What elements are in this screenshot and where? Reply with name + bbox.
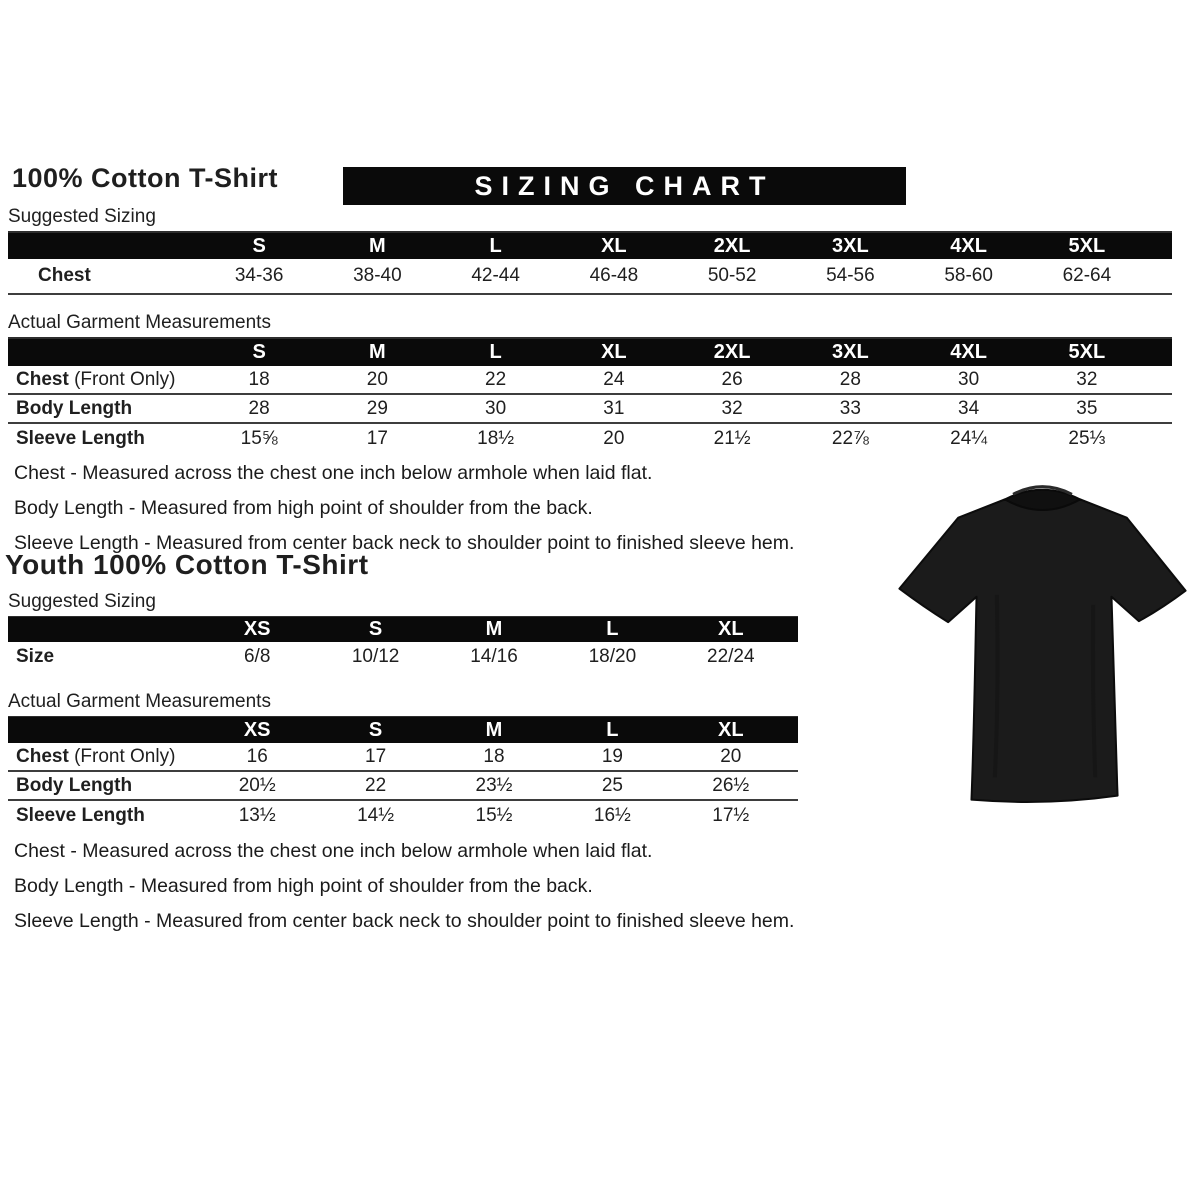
col-header: 2XL (713, 341, 751, 363)
col-header: XL (601, 234, 627, 257)
row-label-bold: Chest (16, 745, 69, 767)
row-label-bold: Body Length (16, 774, 133, 796)
youth-suggested-table (8, 617, 798, 671)
cell: 25 (601, 774, 623, 796)
youth-actual-header-row (8, 717, 798, 743)
col-header: 5XL (1068, 341, 1106, 363)
cell: 34 (958, 397, 980, 419)
table-row (8, 743, 798, 772)
row-label (8, 746, 198, 768)
table-row (8, 772, 798, 801)
cell: 18 (248, 368, 270, 390)
note-line: Body Length - Measured from high point of shoulder from the back. (14, 497, 593, 519)
col-header: XL (718, 718, 744, 741)
row-label: Chest (38, 265, 91, 286)
row-label-bold: Body Length (16, 397, 133, 419)
sizing-chart-banner-label: SIZING CHART (474, 170, 775, 201)
cell: 15⅝ (240, 427, 278, 449)
col-header: XL (601, 341, 627, 363)
cell: 18½ (477, 427, 515, 449)
cell: 22/24 (707, 645, 755, 667)
row-label-rest: (Front Only) (68, 745, 176, 767)
cell: 10/12 (351, 645, 400, 667)
cell: 58-60 (944, 265, 993, 286)
cell: 42-44 (471, 265, 520, 286)
col-header: L (489, 234, 502, 257)
cell: 16½ (593, 804, 631, 826)
cell: 17 (366, 427, 388, 449)
table-row (8, 642, 798, 671)
youth-actual-measurements-label: Actual Garment Measurements (8, 691, 798, 718)
adult-suggested-table (8, 233, 1172, 295)
cell: 15½ (475, 804, 513, 826)
col-header: M (485, 618, 503, 640)
table-row (8, 424, 1172, 453)
adult-suggested-header-row (8, 233, 1172, 259)
col-header: M (369, 341, 386, 363)
cell: 31 (603, 397, 625, 419)
note-line: Sleeve Length - Measured from center back neck to shoulder point to finished sleeve hem. (14, 910, 795, 932)
row-label (8, 775, 198, 797)
cell: 26 (721, 368, 743, 390)
row-label-bold: Sleeve Length (16, 427, 145, 449)
col-header: M (369, 234, 386, 257)
adult-suggested-sizing-label: Suggested Sizing (8, 206, 1172, 233)
cell: 20 (720, 745, 742, 767)
adult-section-title: 100% Cotton T-Shirt (12, 163, 279, 193)
col-header: L (489, 341, 502, 363)
row-label-rest: (Front Only) (68, 368, 176, 390)
note-line: Sleeve Length - Measured from center back neck to shoulder point to finished sleeve hem. (14, 532, 795, 554)
col-header: XS (243, 618, 271, 640)
row-label (8, 398, 200, 420)
row-label-bold: Sleeve Length (16, 804, 145, 826)
cell: 19 (601, 745, 623, 767)
cell: 24 (603, 368, 625, 390)
cell: 22⅞ (831, 427, 869, 449)
col-header: 4XL (950, 234, 987, 257)
cell: 46-48 (589, 265, 639, 286)
cell: 32 (1076, 368, 1098, 390)
adult-actual-table (8, 339, 1172, 453)
cell: 32 (721, 397, 743, 419)
col-header: S (368, 718, 383, 741)
cell: 33 (839, 397, 861, 419)
row-label (8, 428, 200, 450)
col-header: M (485, 718, 503, 741)
cell: 17½ (712, 804, 750, 826)
table-row (8, 801, 798, 830)
col-header: 3XL (832, 341, 869, 363)
cell: 24¼ (950, 427, 988, 449)
col-header: 5XL (1068, 234, 1106, 257)
col-header: 3XL (832, 234, 869, 257)
cell: 20 (366, 368, 388, 390)
cell: 28 (248, 397, 270, 419)
cell: 13½ (238, 804, 276, 826)
cell: 30 (958, 368, 980, 390)
cell: 21½ (713, 427, 751, 449)
cell: 6/8 (243, 645, 271, 667)
col-header: XS (243, 718, 271, 741)
table-row (8, 259, 1172, 295)
cell: 17 (365, 745, 387, 767)
cell: 28 (839, 368, 861, 390)
col-header: S (252, 234, 266, 257)
col-header: 2XL (713, 234, 751, 257)
note-line: Chest - Measured across the chest one inch below armhole when laid flat. (14, 840, 653, 862)
adult-actual-measurements-label: Actual Garment Measurements (8, 312, 1172, 339)
tshirt-graphic (885, 473, 1200, 823)
col-header: 4XL (950, 341, 987, 363)
cell: 54-56 (826, 265, 875, 286)
cell: 50-52 (707, 265, 757, 286)
row-label-bold: Chest (16, 368, 69, 390)
cell: 20 (603, 427, 625, 449)
row-label (8, 805, 198, 827)
youth-actual-table (8, 717, 798, 830)
cell: 14/16 (470, 645, 518, 667)
col-header: XL (718, 618, 744, 640)
col-header: S (252, 341, 266, 363)
table-row (8, 395, 1172, 424)
cell: 34-36 (234, 265, 284, 286)
cell: 30 (485, 397, 507, 419)
cell: 26½ (712, 774, 750, 796)
cell: 22 (485, 368, 507, 390)
row-label (8, 369, 200, 391)
cell: 18 (483, 745, 505, 767)
cell: 14½ (357, 804, 395, 826)
cell: 35 (1076, 397, 1098, 419)
cell: 38-40 (353, 265, 402, 286)
col-header: L (606, 718, 619, 741)
row-label: Size (16, 645, 55, 667)
youth-suggested-sizing-label: Suggested Sizing (8, 591, 798, 618)
cell: 29 (366, 397, 388, 419)
cell: 22 (365, 774, 387, 796)
note-line: Body Length - Measured from high point of shoulder from the back. (14, 875, 593, 897)
tshirt-product-image (885, 473, 1200, 823)
cell: 23½ (475, 774, 513, 796)
cell: 25⅓ (1068, 427, 1106, 449)
youth-suggested-header-row (8, 617, 798, 642)
col-header: L (606, 618, 619, 640)
col-header: S (368, 618, 383, 640)
cell: 18/20 (588, 645, 637, 667)
sizing-chart-banner (343, 167, 906, 205)
cell: 20½ (238, 774, 276, 796)
table-row (8, 366, 1172, 395)
cell: 62-64 (1062, 265, 1112, 286)
note-line: Chest - Measured across the chest one inch below armhole when laid flat. (14, 462, 653, 484)
youth-measurement-notes (14, 840, 844, 945)
adult-actual-header-row (8, 339, 1172, 366)
youth-section-title: Youth 100% Cotton T-Shirt (5, 549, 369, 580)
cell: 16 (246, 745, 268, 767)
